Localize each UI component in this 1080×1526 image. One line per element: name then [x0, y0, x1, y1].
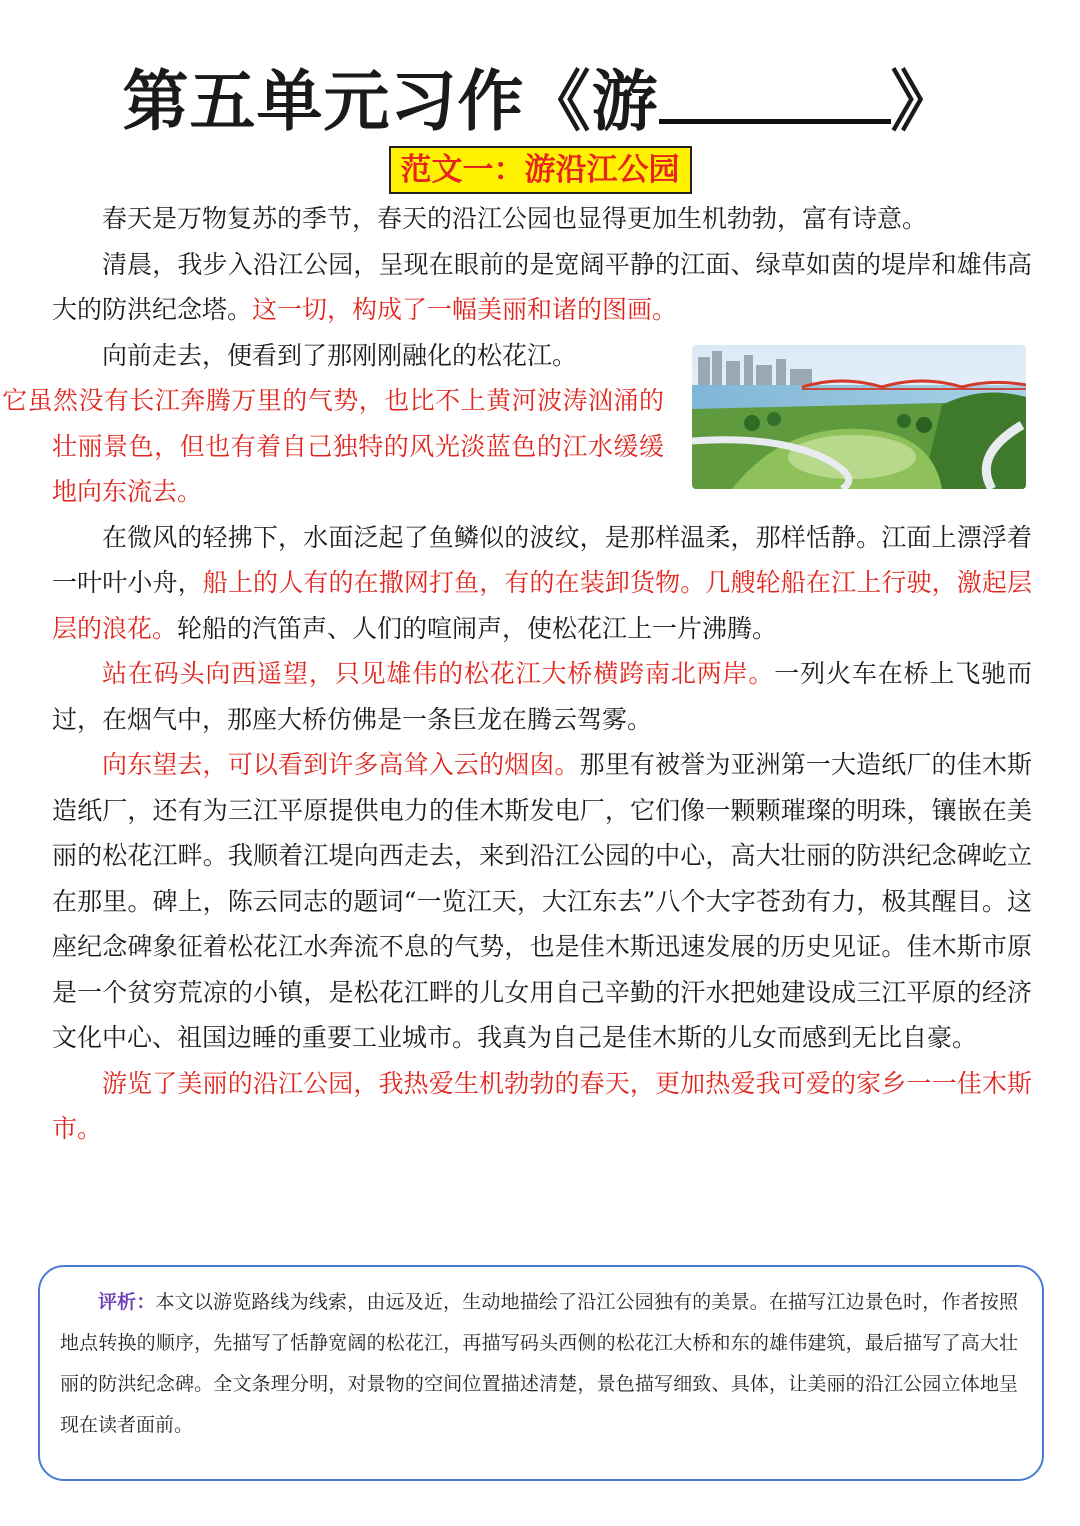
paragraph-5-highlight: 站在码头向西遥望，只见雄伟的松花江大桥横跨南北两岸。	[102, 659, 775, 688]
paragraph-6-text: 那里有被誉为亚洲第一大造纸厂的佳木斯造纸厂，还有为三江平原提供电力的佳木斯发电厂，它们像一颗颗璀璨的明珠，镶嵌在美丽的松花江畔。我顺着江堤向西走去，来到沿江公园的中心，高大壮丽的防洪纪念碑屹立在那里。碑上，陈云同志的题词“一览江天，大江东去”八个大字苍劲有力，极其醒目。这座纪念碑象征着松花江水奔流不息的气势，也是佳木斯迅速发展的历史见证。佳木斯市原是一个贫穷荒凉的小镇，是松花江畔的儿女用自己辛勤的汗水把她建设成三江平原的经济文化中心、祖国边睡的重要工业城市。我真为自己是佳木斯的儿女而感到无比自豪。	[52, 750, 1032, 1052]
page-title	[0, 62, 1080, 142]
paragraph-7	[52, 1061, 1032, 1152]
paragraph-4	[52, 515, 1032, 652]
paragraph-3-text: 向前走去，便看到了那刚刚融化的松花江。	[102, 340, 578, 370]
title-suffix: 》	[890, 63, 958, 140]
analysis-label: 评析：	[98, 1291, 156, 1313]
essay-subtitle: 范文一：游沿江公园	[389, 146, 692, 194]
analysis-text: 本文以游览路线为线索，由远及近，生动地描绘了沿江公园独有的美景。在描写江边景色时，作者按照地点转换的顺序，先描写了恬静宽阔的松花江，再描写码头西侧的松花江大桥和东的雄伟建筑，最后描写了高大壮丽的防洪纪念碑。全文条理分明，对景物的空间位置描述清楚，景色描写细致、具体，让美丽的沿江公园立体地呈现在读者面前。	[60, 1291, 1018, 1436]
paragraph-1	[52, 196, 1032, 242]
analysis-box	[38, 1265, 1044, 1481]
paragraph-6	[52, 742, 1032, 1061]
paragraph-2-text: 清晨，我步入沿江公园，呈现在眼前的是宽阔平静的江面、绿草如茵的堤岸和雄伟高大的防洪纪念塔。	[52, 249, 1032, 324]
paragraph-3-highlight: 它虽然没有长江奔腾万里的气势，也比不上黄河波涛汹涌的壮丽景色，但也有着自己独特的风光淡蓝色的江水缓缓地向东流去。	[2, 386, 664, 506]
paragraph-5-text: 一列火车在桥上飞驰而过，在烟气中，那座大桥仿佛是一条巨龙在腾云驾雾。	[52, 659, 1032, 734]
paragraph-7-highlight: 游览了美丽的沿江公园，我热爱生机勃勃的春天，更加热爱我可爱的家乡一一佳木斯市。	[52, 1068, 1032, 1143]
paragraph-1-text: 春天是万物复苏的季节，春天的沿江公园也显得更加生机勃勃，富有诗意。	[102, 204, 928, 233]
title-prefix: 第五单元习作《游	[122, 63, 659, 140]
title-blank-line	[659, 113, 891, 124]
paragraph-2-highlight: 这一切，构成了一幅美丽和诸的图画。	[252, 295, 678, 324]
paragraph-2	[52, 242, 1032, 333]
paragraph-4-text: 在微风的轻拂下，水面泛起了鱼鳞似的波纹，是那样温柔，那样恬静。江面上漂浮着一叶叶小舟，	[52, 522, 1032, 597]
paragraph-4-highlight: 船上的人有的在撒网打鱼，有的在装卸货物。几艘轮船在江上行驶，激起层层的浪花。	[52, 568, 1032, 643]
paragraph-5	[52, 651, 1032, 742]
paragraph-6-highlight: 向东望去，可以看到许多高耸入云的烟囱。	[102, 750, 580, 779]
riverside-park-photo	[692, 345, 1026, 489]
analysis-paragraph	[60, 1282, 1018, 1446]
essay-body	[2, 196, 1032, 1152]
riverside-park-photo-icon	[692, 345, 1026, 489]
paragraph-4-tail: 轮船的汽笛声、人们的喧闹声，使松花江上一片沸腾。	[177, 613, 778, 643]
subtitle-wrap	[0, 146, 1080, 194]
